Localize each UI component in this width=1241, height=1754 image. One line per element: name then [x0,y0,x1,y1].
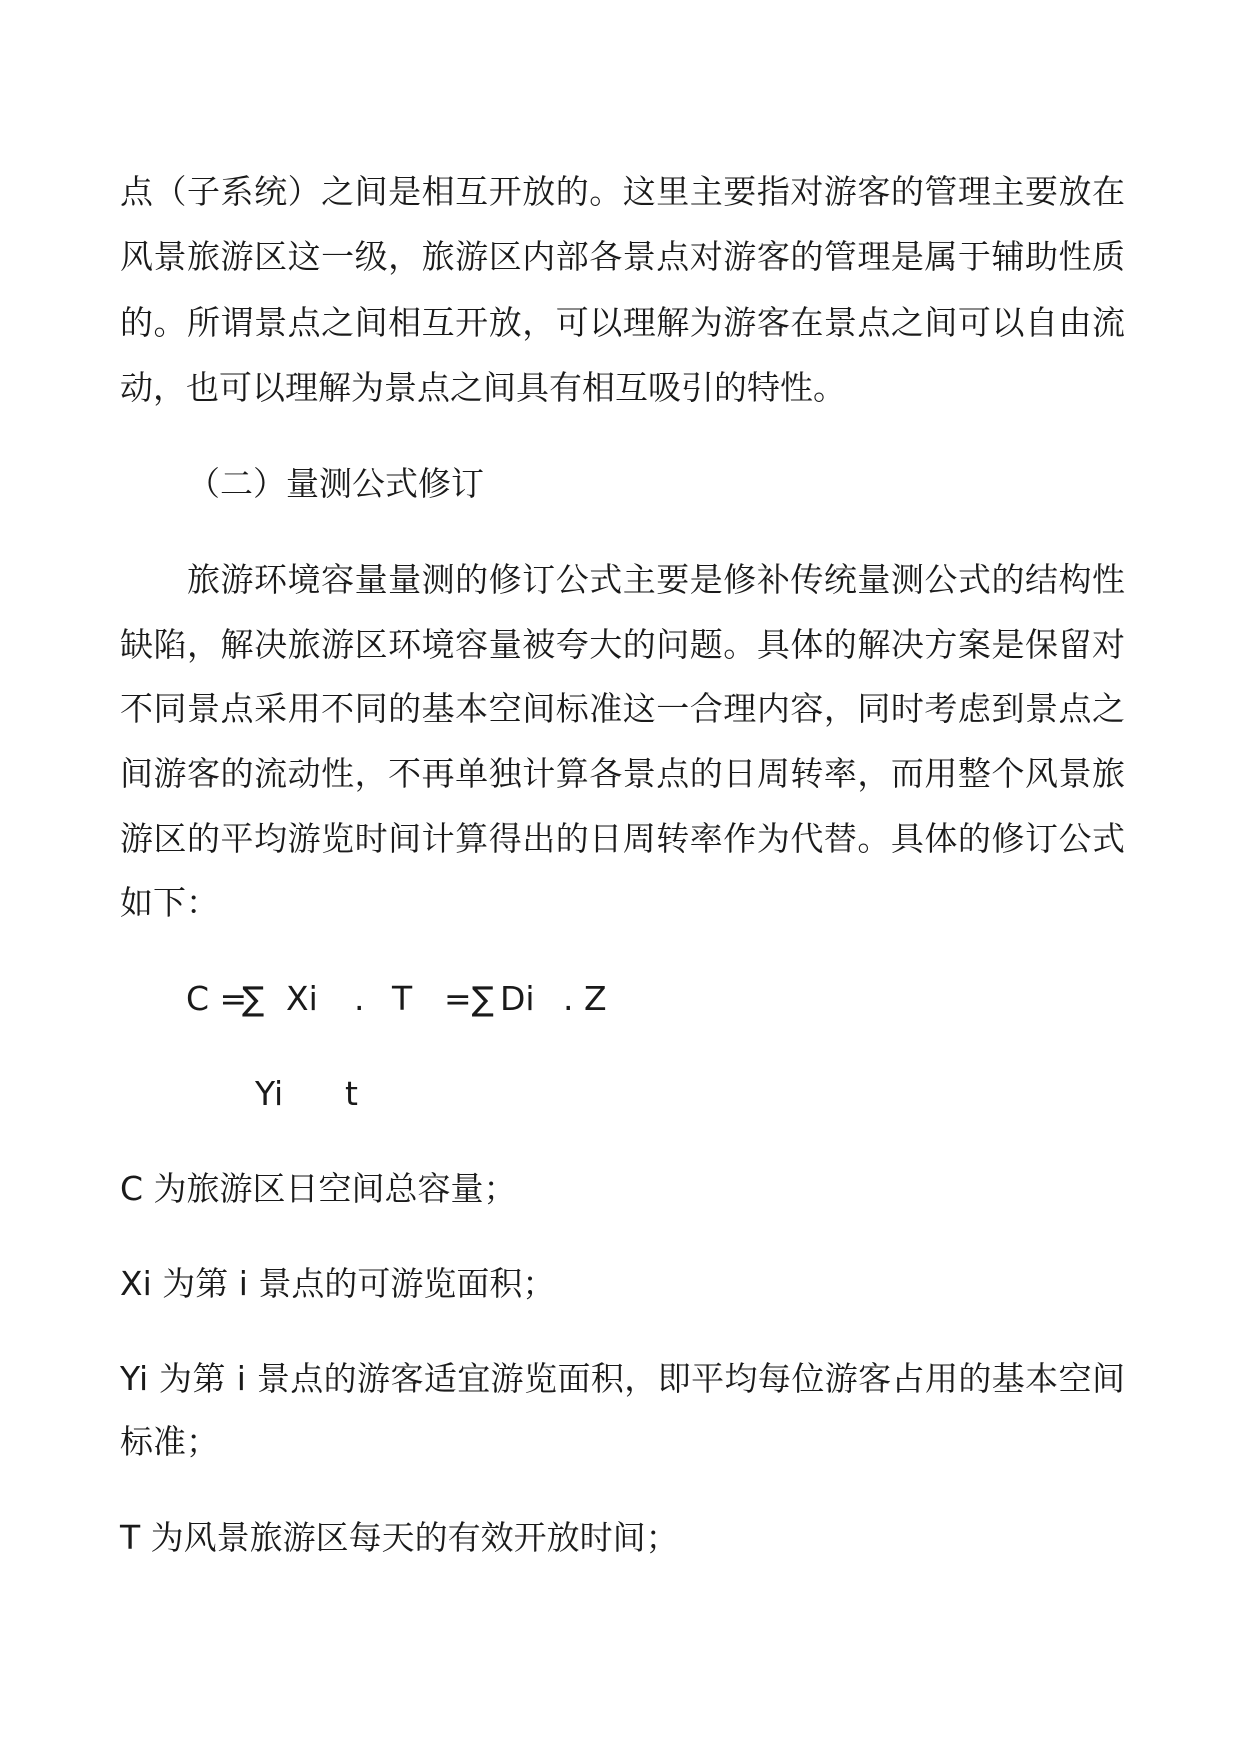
formula-token: Di [500,979,535,1018]
paragraph-line: 游区的平均游览时间计算得出的日周转率作为代替。具体的修订公式 [120,819,1125,858]
paragraph-line: 缺陷，解决旅游区环境容量被夸大的问题。具体的解决方案是保留对 [120,625,1125,664]
paragraph-line: 旅游环境容量量测的修订公式主要是修补传统量测公式的结构性 [187,560,1125,599]
paragraph-line: 如下： [120,883,219,922]
paragraph-line: 风景旅游区这一级，旅游区内部各景点对游客的管理是属于辅助性质 [120,237,1125,276]
definition-line: C 为旅游区日空间总容量； [120,1169,517,1208]
paragraph-line: 不同景点采用不同的基本空间标准这一合理内容，同时考虑到景点之 [120,689,1125,728]
definition-line: Xi 为第 i 景点的可游览面积； [120,1264,556,1303]
formula-denominator: Yi [255,1074,284,1113]
formula-token: Z [584,979,607,1018]
section-heading: （二）量测公式修订 [187,464,484,503]
paragraph-line: 动，也可以理解为景点之间具有相互吸引的特性。 [120,368,846,407]
formula-operator: . [563,979,574,1018]
paragraph-line: 点（子系统）之间是相互开放的。这里主要指对游客的管理主要放在 [120,172,1125,211]
formula-token: Xi [286,979,318,1018]
definition-line: Yi 为第 i 景点的游客适宜游览面积，即平均每位游客占用的基本空间 [120,1359,1125,1398]
paragraph-line: 的。所谓景点之间相互开放，可以理解为游客在景点之间可以自由流 [120,303,1125,342]
formula-sum-symbol: =∑ [444,979,494,1018]
formula-sum-symbol: ∑ [242,979,265,1018]
definition-line: T 为风景旅游区每天的有效开放时间； [120,1518,679,1557]
paragraph-line: 间游客的流动性，不再单独计算各景点的日周转率，而用整个风景旅 [120,754,1125,793]
formula-denominator: t [345,1074,358,1113]
formula-token: C = [186,979,248,1018]
formula-token: T [392,979,413,1018]
definition-line: 标准； [120,1422,219,1461]
formula-operator: . [354,979,365,1018]
